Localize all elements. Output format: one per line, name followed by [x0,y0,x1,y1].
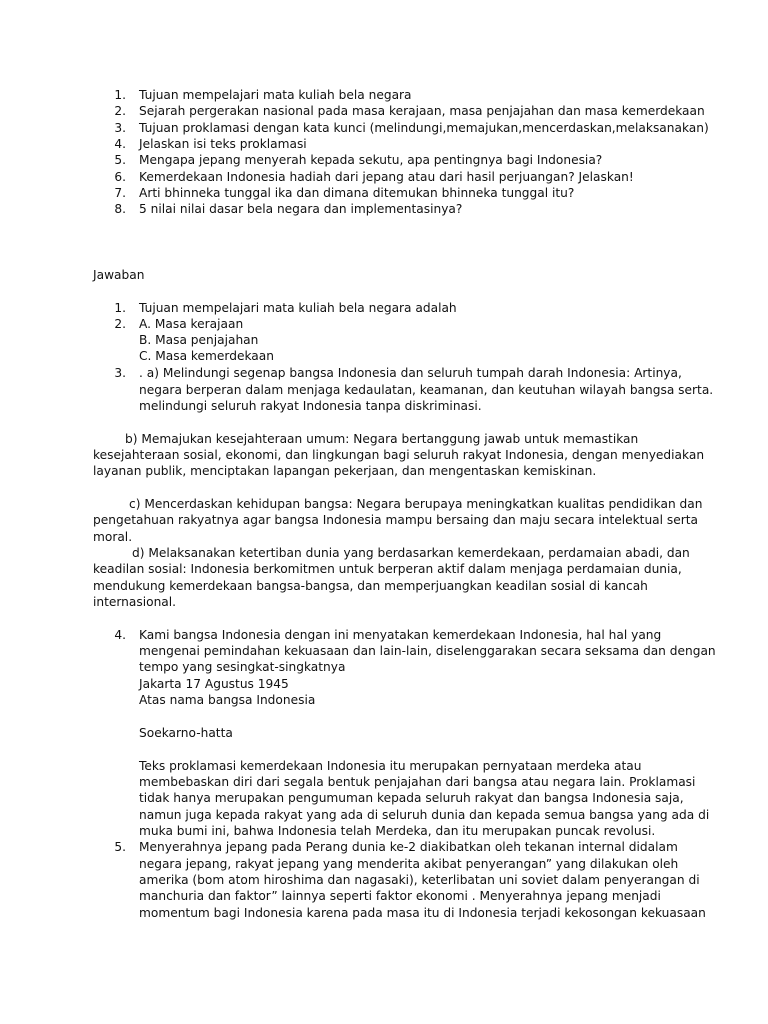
paragraph-line: internasional. [93,595,177,609]
question-number: 7. [114,186,126,200]
question-number: 6. [114,170,126,184]
paragraph-line: moral. [93,530,133,544]
paragraph-line: keadilan sosial: Indonesia berkomitmen untuk berperan aktif dalam menjaga perdamaian dunia, [93,562,682,576]
paragraph-line: mendukung kemerdekaan bangsa-bangsa, dan memperjuangkan keadilan sosial di kancah [93,579,648,593]
answer-number: 5. [114,840,126,854]
answer-text: Tujuan mempelajari mata kuliah bela negara adalah [139,301,457,315]
answer-text: tidak hanya merupakan pengumuman kepada seluruh rakyat dan bangsa Indonesia saja, [139,791,684,805]
question-text: 5 nilai nilai dasar bela negara dan implementasinya? [139,202,463,216]
answer-number: 2. [114,317,126,331]
answer-text: namun juga kepada rakyat yang ada di seluruh dunia dan kepada semua bangsa yang ada di [139,808,710,822]
question-number: 4. [114,137,126,151]
answer-number: 1. [114,301,126,315]
signature-text: Soekarno-hatta [139,726,233,740]
answer-text: Menyerahnya jepang pada Perang dunia ke-2 diakibatkan oleh tekanan internal didalam [139,840,678,854]
question-number: 2. [114,104,126,118]
answer-number: 3. [114,366,126,380]
answer-text: negara jepang, rakyat jepang yang menderita akibat penyerangan” yang dilakukan oleh [139,857,679,871]
question-text: Kemerdekaan Indonesia hadiah dari jepang atau dari hasil perjuangan? Jelaskan! [139,170,634,184]
answer-text: melindungi seluruh rakyat Indonesia tanpa diskriminasi. [139,399,482,413]
answer-text: tempo yang sesingkat-singkatnya [139,660,346,674]
paragraph-line: kesejahteraan sosial, ekonomi, dan lingkungan bagi seluruh rakyat Indonesia, dengan menyediakan [93,448,705,462]
answer-text: B. Masa penjajahan [139,333,259,347]
paragraph-line: b) Memajukan kesejahteraan umum: Negara bertanggung jawab untuk memastikan [125,432,639,446]
question-number: 3. [114,121,126,135]
answer-number: 4. [114,628,126,642]
question-text: Arti bhinneka tunggal ika dan dimana ditemukan bhinneka tunggal itu? [139,186,575,200]
question-number: 8. [114,202,126,216]
question-number: 1. [114,88,126,102]
answer-text: Atas nama bangsa Indonesia [139,693,316,707]
paragraph-line: c) Mencerdaskan kehidupan bangsa: Negara berupaya meningkatkan kualitas pendidikan dan [129,497,703,511]
question-text: Tujuan proklamasi dengan kata kunci (melindungi,memajukan,mencerdaskan,melaksanakan) [139,121,709,135]
answer-text: momentum bagi Indonesia karena pada masa itu di Indonesia terjadi kekosongan kekuasaan [139,906,706,920]
answer-text: mengenai pemindahan kekuasaan dan lain-lain, diselenggarakan secara seksama dan dengan [139,644,716,658]
question-number: 5. [114,153,126,167]
answer-text: Kami bangsa Indonesia dengan ini menyatakan kemerdekaan Indonesia, hal hal yang [139,628,662,642]
question-text: Tujuan mempelajari mata kuliah bela negara [139,88,412,102]
answer-text: C. Masa kemerdekaan [139,349,274,363]
answer-text: muka bumi ini, bahwa Indonesia telah Merdeka, dan itu merupakan puncak revolusi. [139,824,656,838]
question-text: Jelaskan isi teks proklamasi [139,137,307,151]
question-text: Sejarah pergerakan nasional pada masa kerajaan, masa penjajahan dan masa kemerdekaan [139,104,705,118]
answer-text: manchuria dan faktor” lainnya seperti faktor ekonomi . Menyerahnya jepang menjadi [139,889,661,903]
answer-text: amerika (bom atom hiroshima dan nagasaki), keterlibatan uni soviet dalam penyerangan di [139,873,700,887]
answer-text: A. Masa kerajaan [139,317,244,331]
question-text: Mengapa jepang menyerah kepada sekutu, apa pentingnya bagi Indonesia? [139,153,603,167]
answer-text: . a) Melindungi segenap bangsa Indonesia dan seluruh tumpah darah Indonesia: Artinya, [139,366,682,380]
answer-text: Teks proklamasi kemerdekaan Indonesia itu merupakan pernyataan merdeka atau [139,759,642,773]
paragraph-line: d) Melaksanakan ketertiban dunia yang berdasarkan kemerdekaan, perdamaian abadi, dan [132,546,690,560]
answer-text: Jakarta 17 Agustus 1945 [139,677,289,691]
paragraph-line: layanan publik, menciptakan lapangan pekerjaan, dan mengentaskan kemiskinan. [93,464,597,478]
answer-text: membebaskan diri dari segala bentuk penjajahan dari bangsa atau negara lain. Proklamasi [139,775,696,789]
paragraph-line: pengetahuan rakyatnya agar bangsa Indonesia mampu bersaing dan maju secara intelektual serta [93,513,699,527]
answer-text: negara berperan dalam menjaga kedaulatan, keamanan, dan keutuhan wilayah bangsa serta. [139,383,714,397]
answers-heading: Jawaban [93,268,145,282]
